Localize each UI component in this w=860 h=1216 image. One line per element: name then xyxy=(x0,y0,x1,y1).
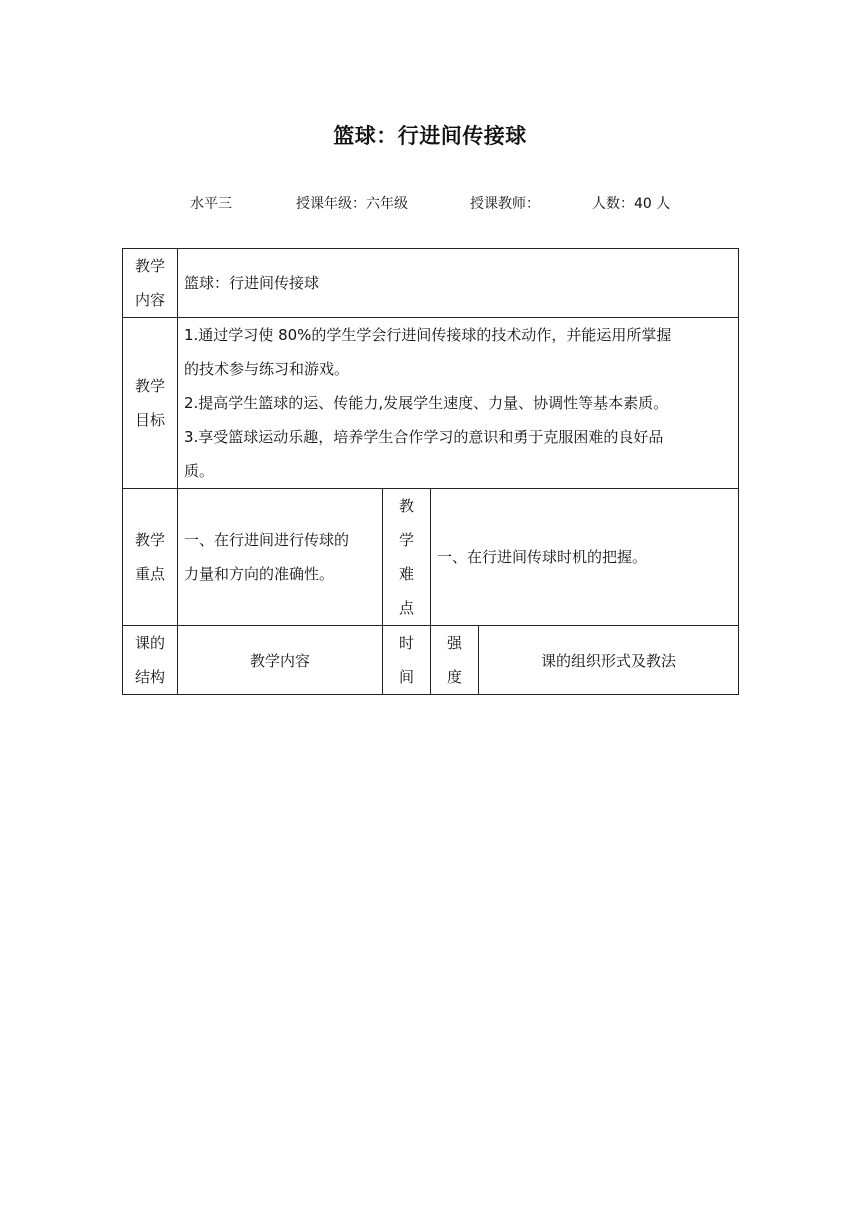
teaching-goals xyxy=(178,318,739,489)
row-label-key-points: 教学 重点 xyxy=(123,489,178,626)
table-row xyxy=(123,626,739,695)
meta-level: 水平三 xyxy=(190,196,232,212)
key-points: 一、在行进间进行传球的 力量和方向的准确性。 xyxy=(178,489,383,626)
header-time: 时 间 xyxy=(383,626,431,695)
goal-line: 3.享受篮球运动乐趣，培养学生合作学习的意识和勇于克服困难的良好品 xyxy=(184,428,664,446)
lesson-plan-table xyxy=(122,248,739,695)
table-row xyxy=(123,249,739,318)
meta-grade: 授课年级：六年级 xyxy=(296,196,408,212)
goal-line: 1.通过学习使 80%的学生学会行进间传接球的技术动作，并能运用所掌握 xyxy=(184,326,672,344)
meta-teacher: 授课教师： xyxy=(470,196,540,212)
goal-line: 2.提高学生篮球的运、传能力,发展学生速度、力量、协调性等基本素质。 xyxy=(184,394,669,412)
goal-line: 质。 xyxy=(184,462,215,480)
header-method: 课的组织形式及教法 xyxy=(479,626,739,695)
document-title: 篮球：行进间传接球 xyxy=(333,124,527,148)
goal-line: 的技术参与练习和游戏。 xyxy=(184,360,350,378)
header-teaching-content: 教学内容 xyxy=(178,626,383,695)
meta-count: 人数：40 人 xyxy=(592,196,671,212)
table-row xyxy=(123,489,739,626)
row-label-goals: 教学 目标 xyxy=(123,318,178,489)
row-label-structure: 课的 结构 xyxy=(123,626,178,695)
row-label-content: 教学 内容 xyxy=(123,249,178,318)
difficulty-label: 教 学 难 点 xyxy=(383,489,431,626)
table-row xyxy=(123,318,739,489)
header-intensity: 强 度 xyxy=(431,626,479,695)
difficulty-content: 一、在行进间传球时机的把握。 xyxy=(431,489,739,626)
teaching-content: 篮球：行进间传接球 xyxy=(178,249,739,318)
